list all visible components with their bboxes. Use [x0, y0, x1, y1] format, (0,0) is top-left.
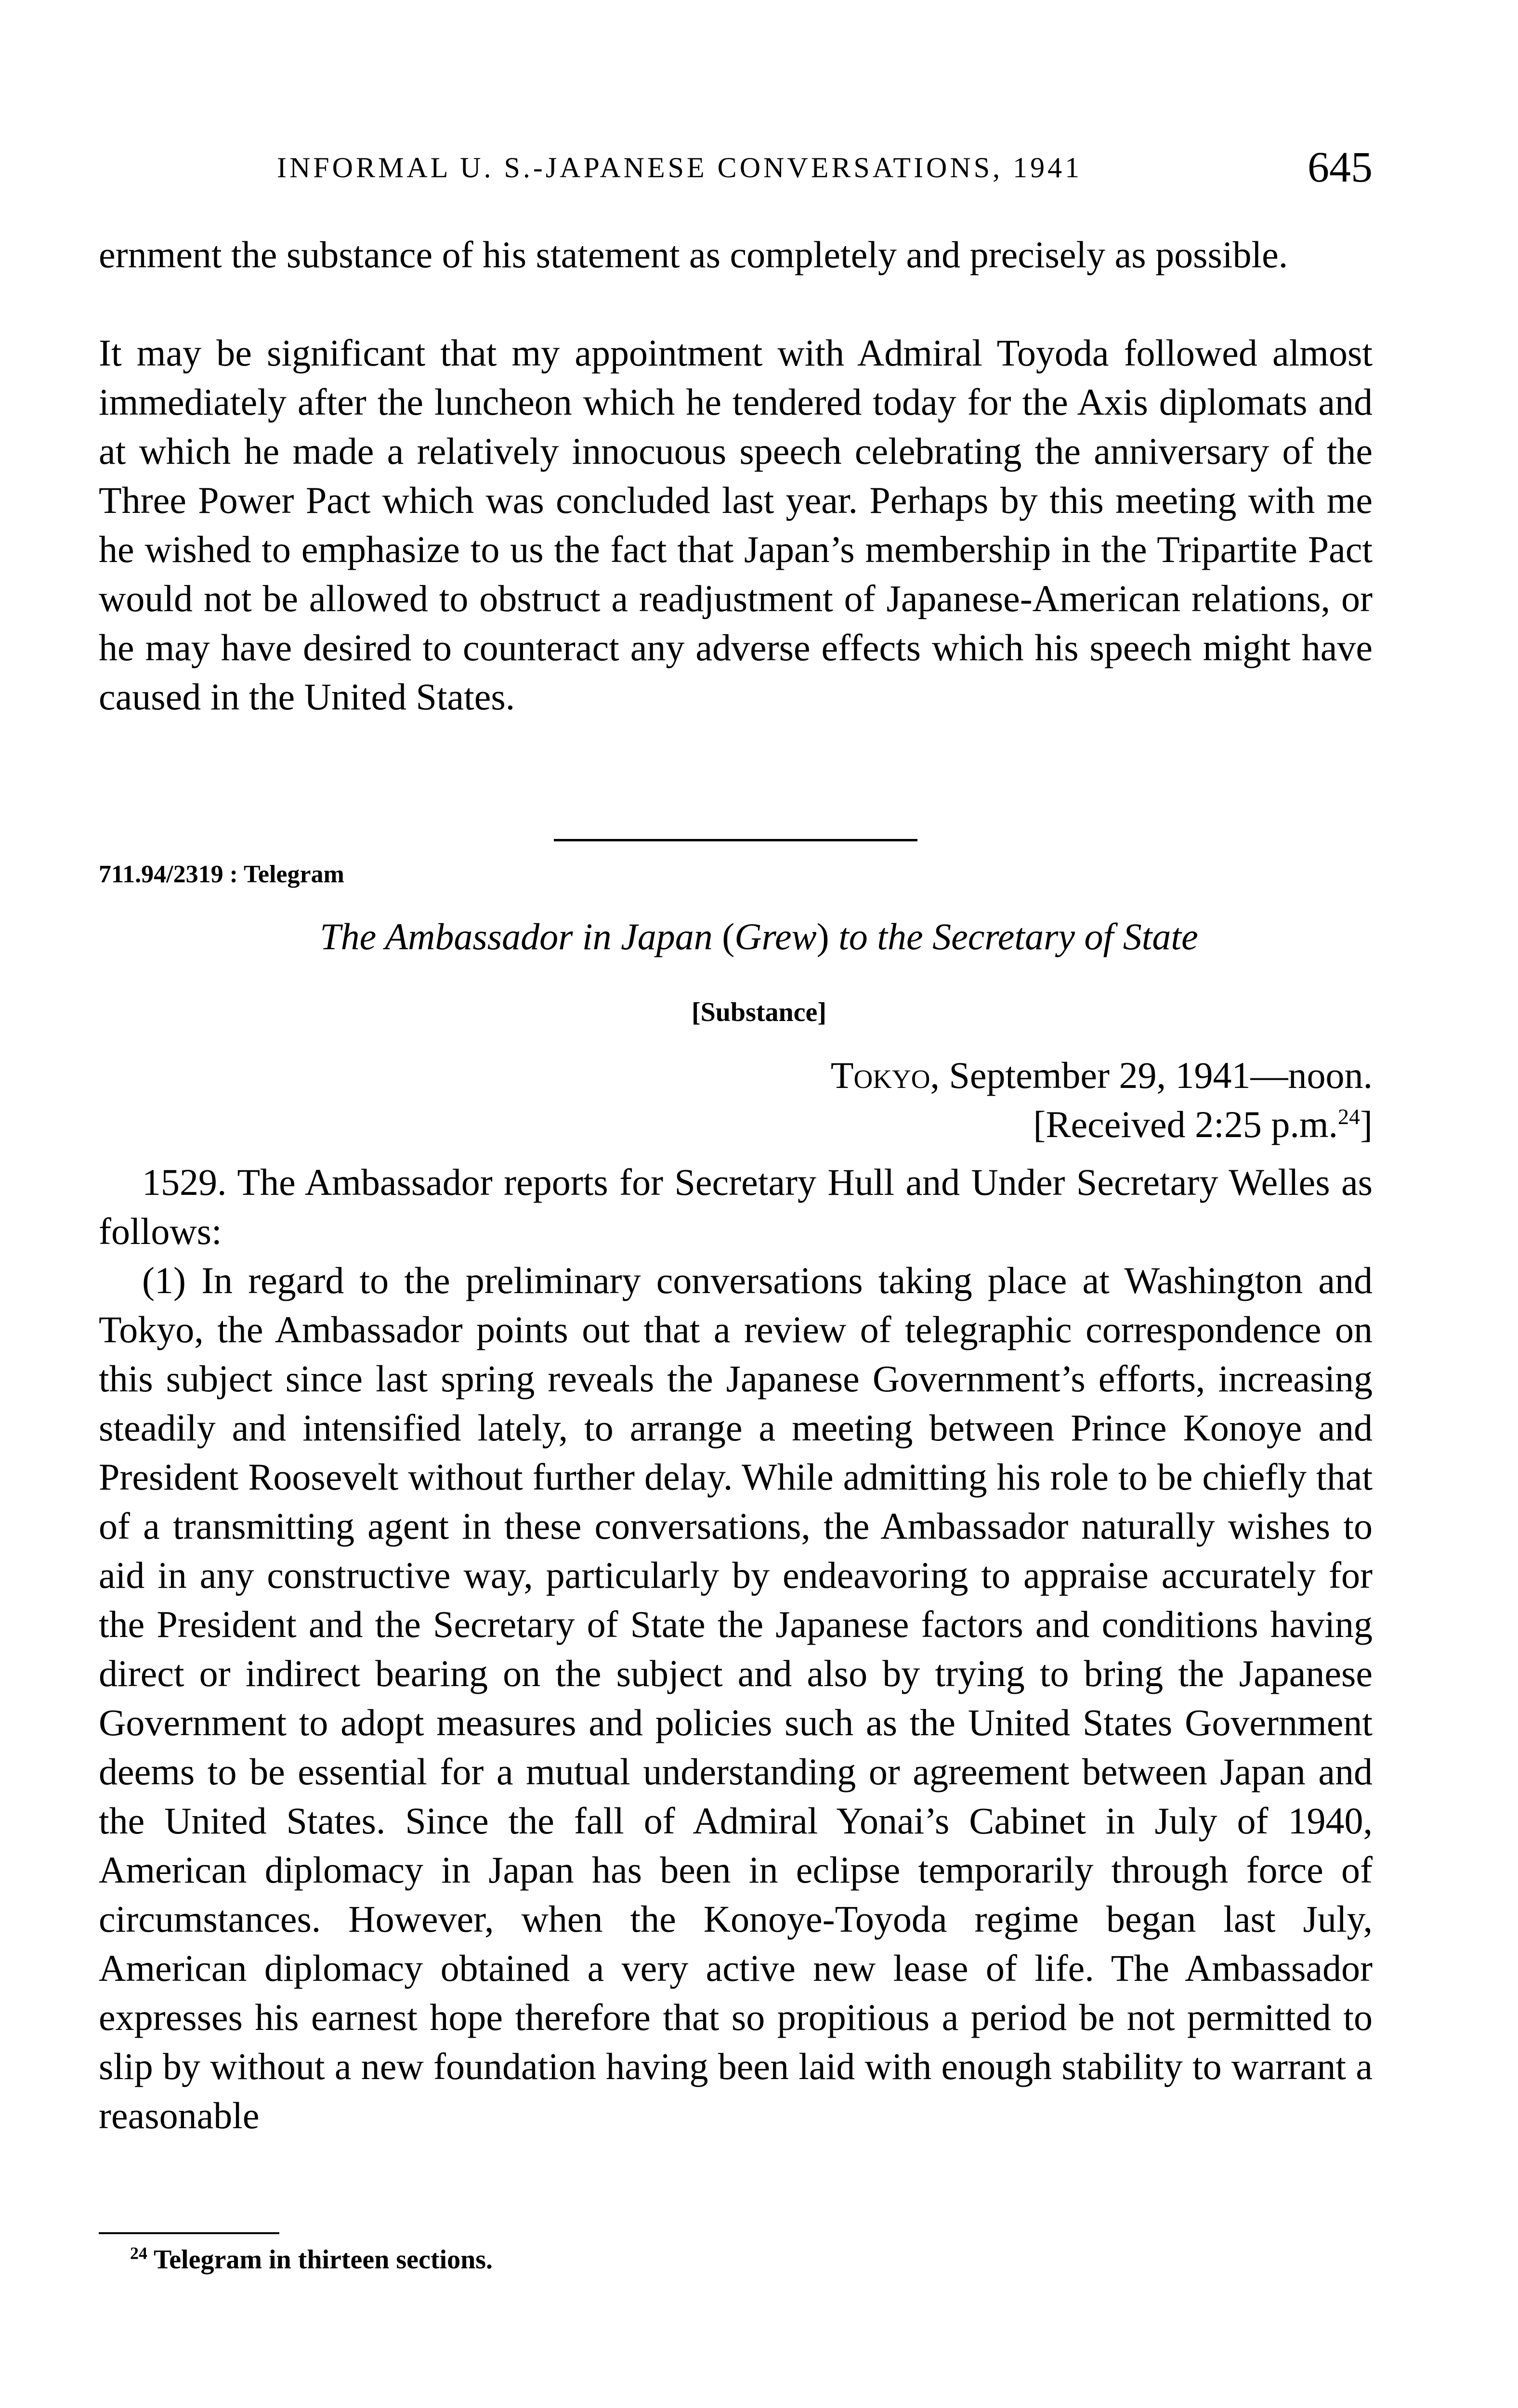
paragraph-1529: 1529. The Ambassador reports for Secretary Hull and Under Secretary Welles as follows:	[99, 1161, 1373, 1252]
received-footnote-marker: 24	[1338, 1104, 1361, 1129]
title-paren-open: (	[722, 916, 735, 957]
page-number: 645	[1308, 144, 1373, 191]
title-name: Grew	[734, 916, 817, 957]
footnote-marker: 24	[130, 2243, 147, 2263]
dateline-rest: , September 29, 1941—noon.	[930, 1054, 1373, 1096]
page-header	[99, 143, 1373, 196]
document-title	[0, 915, 1518, 958]
substance-label: [Substance]	[691, 997, 827, 1027]
footnote-divider	[99, 2232, 279, 2234]
title-pre: The Ambassador in Japan	[320, 916, 722, 957]
document-reference: 711.94/2319 : Telegram	[99, 861, 344, 888]
paragraph-continued: ernment the substance of his statement as completely and precisely as possible.	[99, 234, 1288, 275]
dateline	[831, 1054, 1373, 1097]
received-text: [Received 2:25 p.m.	[1033, 1103, 1338, 1145]
paragraph-toyoda-meeting: It may be significant that my appointment with Admiral Toyoda followed almost immediately after the luncheon which he tendered today for the Axis diplomats and at which he made a relatively innocuous speech celebrating the anniversary of the Three Power Pact which was concluded last year. Perhaps by this meeting with me he wished to emphasize to us the fact that Japan’s membership in the Tripartite Pact would not be allowed to obstruct a readjustment of Japanese-American relations, or he may have desired to counteract any adverse effects which his speech might have caused in the United States.	[99, 332, 1373, 718]
received-close: ]	[1360, 1103, 1373, 1145]
title-paren-close: )	[816, 916, 829, 957]
running-head: INFORMAL U. S.-JAPANESE CONVERSATIONS, 1941	[277, 152, 1083, 183]
paragraph-point-1: (1) In regard to the preliminary conversations taking place at Washington and Tokyo, the Ambassador points out that a review of telegraphic correspondence on this subject since last spring reveals the Japanese Government’s efforts, increasing steadily and intensified lately, to arrange a meeting between Prince Konoye and President Roosevelt without further delay. While admitting his role to be chiefly that of a transmitting agent in these conversations, the Ambassador naturally wishes to aid in any constructive way, particularly by endeavoring to appraise accurately for the President and the Secretary of State the Japanese factors and conditions having direct or indirect bearing on the subject and also by trying to bring the Japanese Government to adopt measures and policies such as the United States Government deems to be essential for a mutual understanding or agreement between Japan and the United States. Since the fall of Admiral Yonai’s Cabinet in July of 1940, American diplomacy in Japan has been in eclipse temporarily through force of circumstances. However, when the Konoye-Toyoda regime began last July, American diplomacy obtained a very active new lease of life. The Ambassador expresses his earnest hope therefore that so propitious a period be not permitted to slip by without a new foundation having been laid with enough stability to warrant a reasonable	[99, 1259, 1373, 2136]
footnote-text: Telegram in thirteen sections.	[147, 2245, 493, 2275]
received-line	[1034, 1103, 1373, 1146]
section-divider	[554, 839, 917, 841]
footnote	[130, 2244, 493, 2275]
dateline-place: Tokyo	[830, 1054, 930, 1096]
title-post: to the Secretary of State	[829, 916, 1198, 957]
